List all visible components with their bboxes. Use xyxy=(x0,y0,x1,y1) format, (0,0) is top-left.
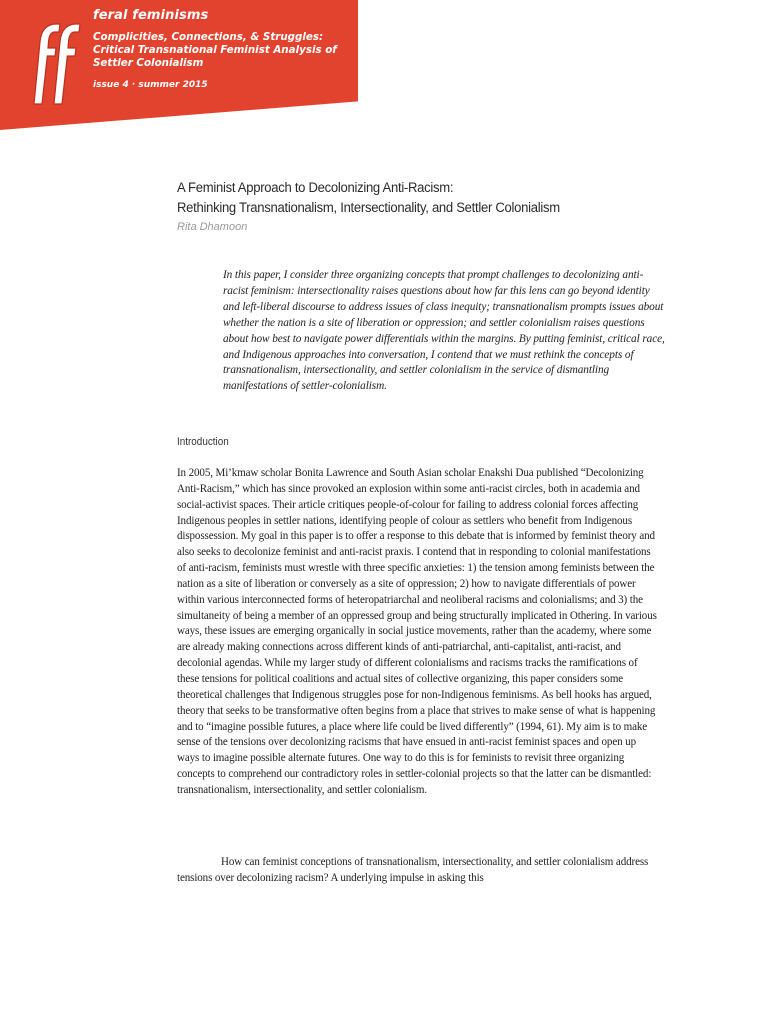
author-name: Rita Dhamoon xyxy=(177,221,248,233)
article-title-line-2: Rethinking Transnationalism, Intersectionality, and Settler Colonialism xyxy=(177,200,560,216)
body-paragraph-1: In 2005, Mi’kmaw scholar Bonita Lawrence and South Asian scholar Enakshi Dua published “Decolonizing Anti-Racism,” which has since provoked an explosion within some anti-racist circles, both in academia and social-activist spaces. Their article critiques people-of-colour for failing to address colonial forces affecting Indigenous peoples in settler nations, identifying people of colour as settlers who benefit from Indigenous dispossession. My goal in this paper is to offer a response to this debate that is informed by feminist theory and also seeks to decolonize feminist and anti-racist praxis. I contend that in responding to colonial manifestations of anti-racism, feminists must wrestle with three specific anxieties: 1) the tension among feminists between the nation as a site of liberation or conversely as a site of oppression; 2) how to navigate differentials of power within various interconnected forms of heteropatriarchal and neoliberal racisms and colonialisms; and 3) the simultaneity of being a member of an oppressed group and being structurally implicated in Othering. In various ways, these issues are emerging organically in social justice movements, rather than the academy, where some are already making connections across different kinds of anti-patriarchal, anti-capitalist, anti-racist, and decolonial agendas. While my larger study of different colonialisms and racisms tracks the ramifications of these tensions for political coalitions and actual sites of collective organizing, this paper considers some theoretical challenges that Indigenous struggles pose for non-Indigenous feminisms. As bell hooks has argued, theory that seeks to be transformative often begins from a place that strives to make sense of what is happening and to “imagine possible futures, a place where life could be lived differently” (1994, 61). My aim is to make sense of the tensions over decolonizing racisms that have ensued in anti-racist feminist spaces and open up ways to imagine possible alternate futures. One way to do this is for feminists to revisit three organizing concepts to comprehend our contradictory roles in settler-colonial projects so that the latter can be dismantled: transnationalism, intersectionality, and settler colonialism. xyxy=(177,467,657,796)
abstract: In this paper, I consider three organizing concepts that prompt challenges to decolonizing anti-racist feminism: intersectionality raises questions about how far this lens can go beyond identity and left-liberal discourse to address issues of class inequity; transnationalism prompts issues about whether the nation is a site of liberation or oppression; and settler colonialism raises questions about how best to navigate power differentials within the margins. By putting feminist, critical race, and Indigenous approaches into conversation, I contend that we must rethink the concepts of transnationalism, intersectionality, and settler colonialism in the service of dismantling manifestations of settler-colonialism. xyxy=(223,269,665,393)
journal-title: feral feminisms xyxy=(93,8,209,23)
issue-line: issue 4 · summer 2015 xyxy=(93,80,208,90)
issue-subtitle: Complicities, Connections, & Struggles: Critical Transnational Feminist Analysis of Settler Colonialism xyxy=(93,31,337,69)
section-heading-introduction: Introduction xyxy=(177,436,229,448)
body-paragraph-2: How can feminist conceptions of transnationalism, intersectionality, and settler colonialism address tensions over decolonizing racism? A underlying impulse in asking this xyxy=(177,856,649,884)
feral-feminisms-logo xyxy=(20,12,82,110)
article-title-line-1: A Feminist Approach to Decolonizing Anti-Racism: xyxy=(177,180,454,196)
